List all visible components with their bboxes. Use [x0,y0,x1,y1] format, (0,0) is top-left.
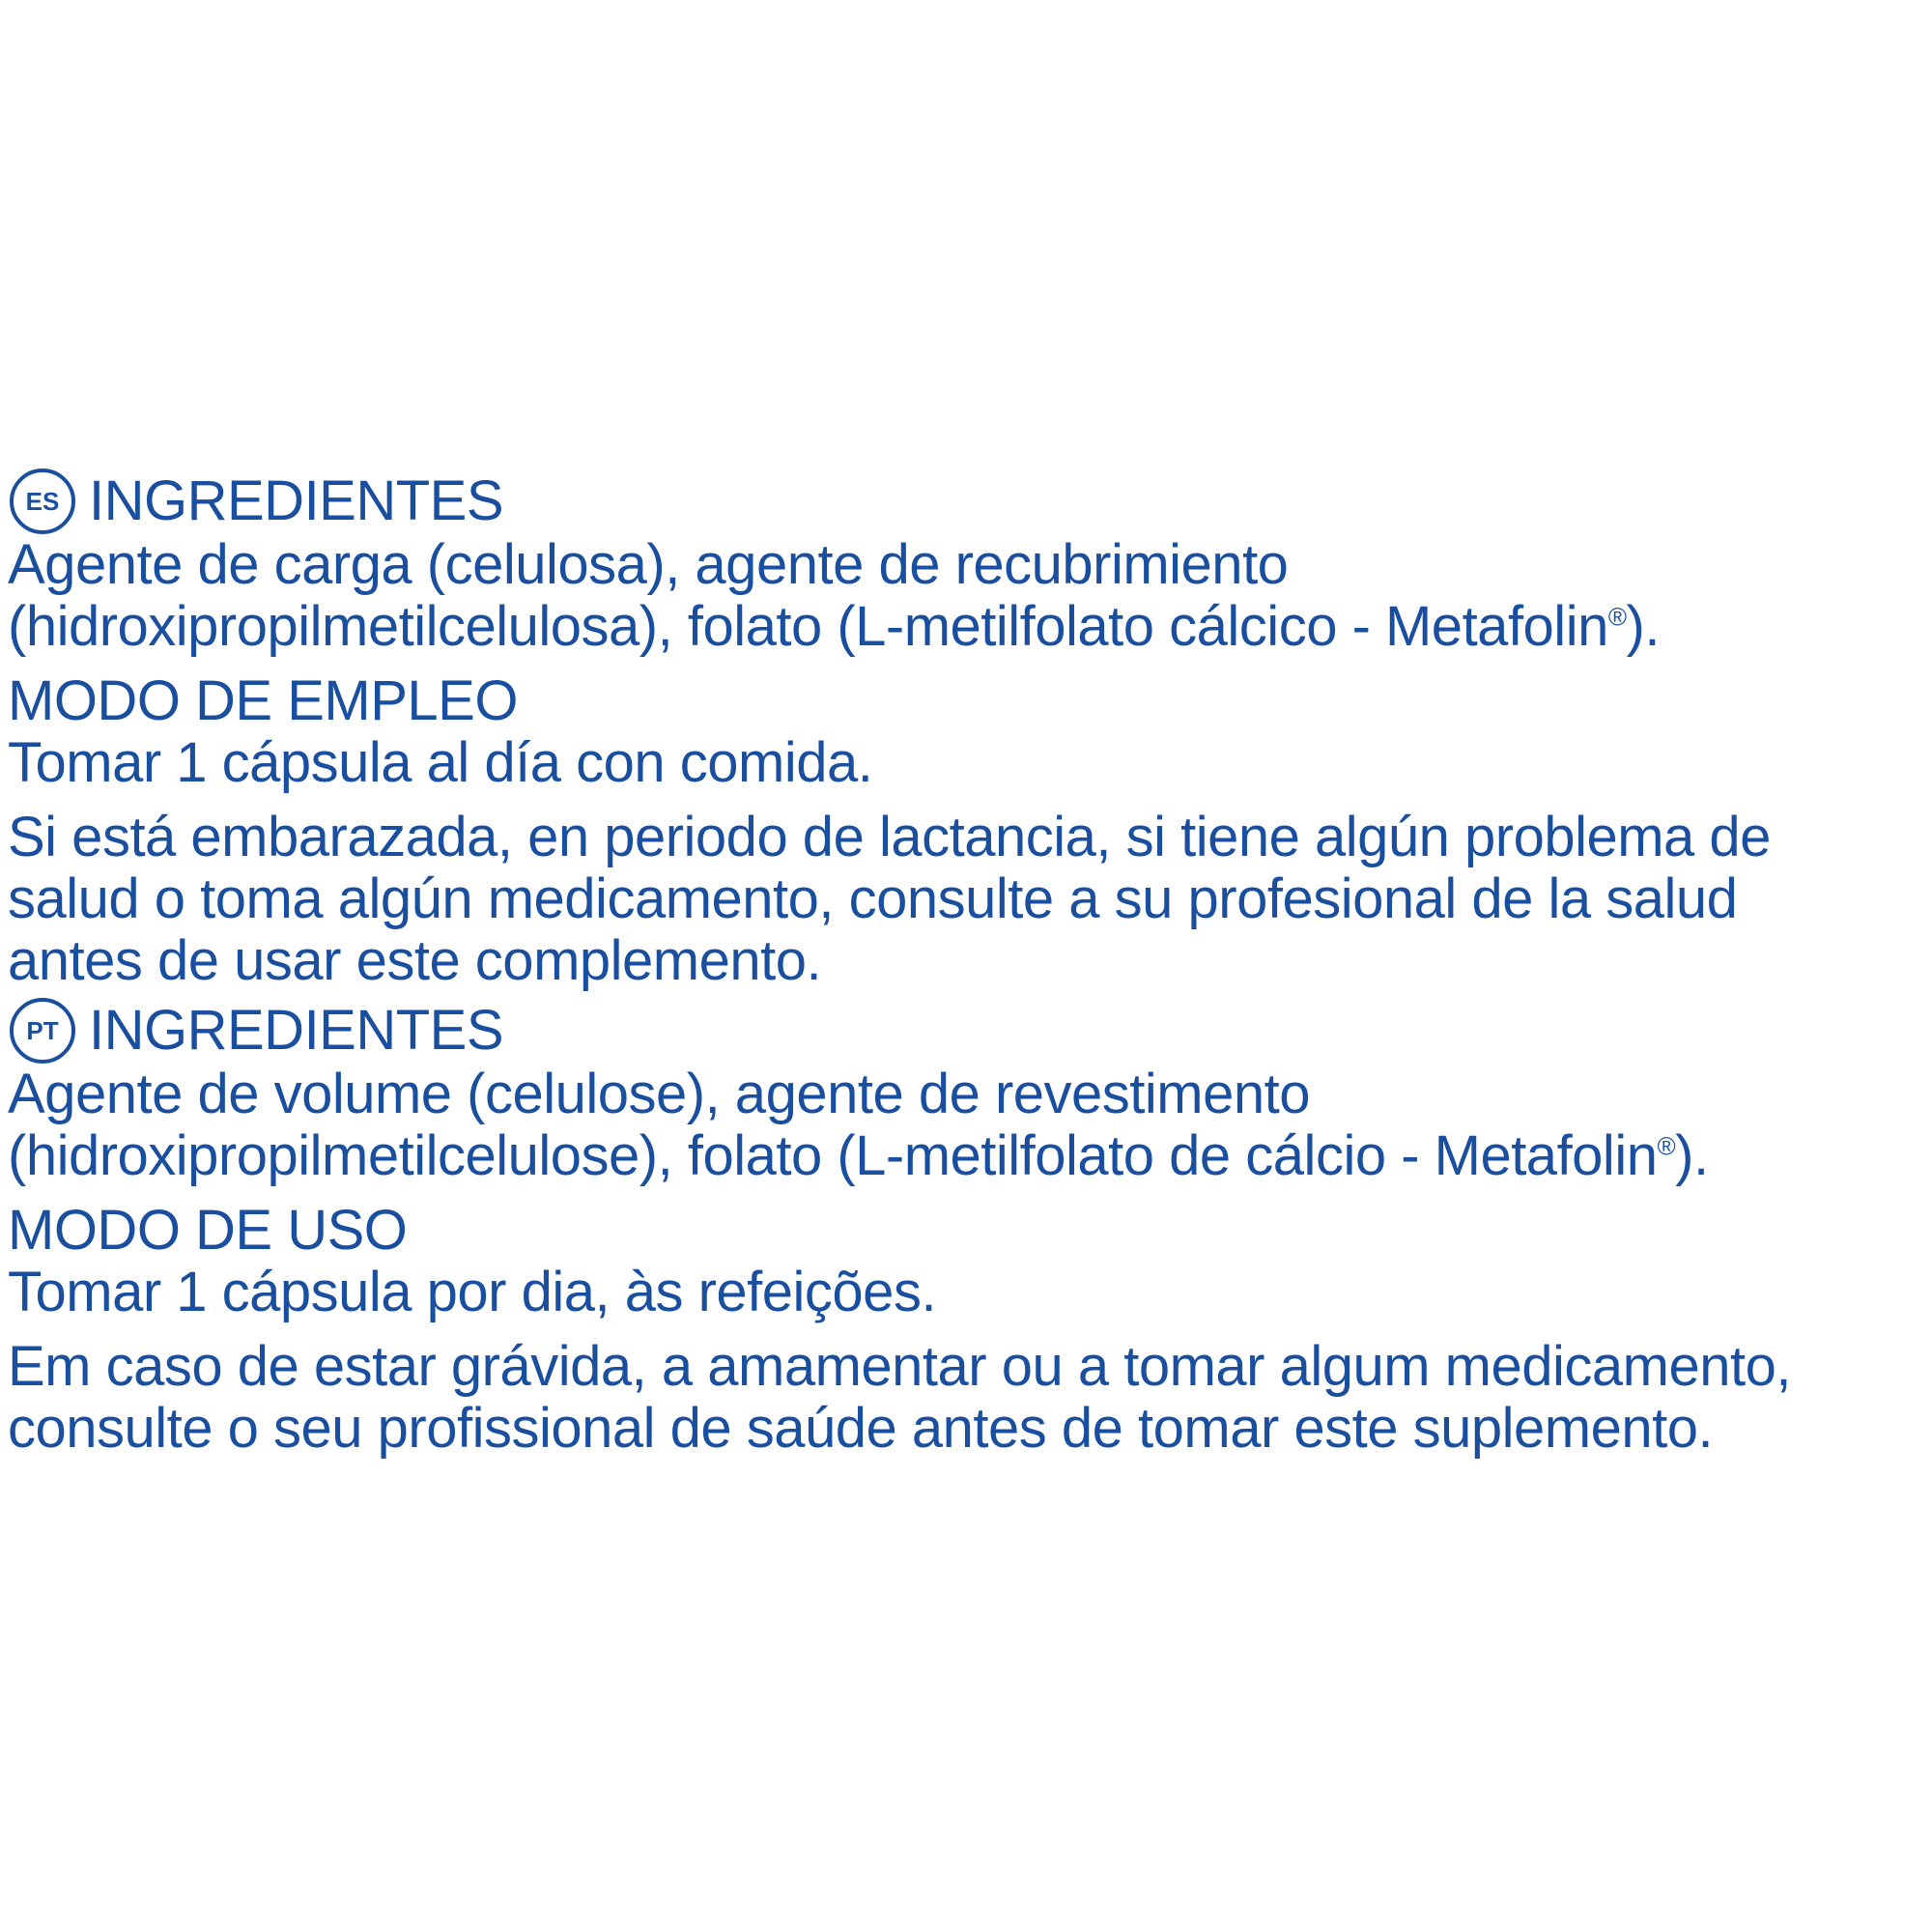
pt-ingredients-heading [8,998,1930,1064]
pt-warning-line-2: consulte o seu profissional de saúde antes de tomar este suplemento. [8,1397,1714,1460]
es-ingredients-title: INGREDIENTES [89,469,504,532]
pt-usage-text: Tomar 1 cápsula por dia, às refeições. [8,1261,937,1323]
pt-ingredients-title: INGREDIENTES [89,999,504,1062]
section-es [8,469,1930,992]
es-warning-line-3: antes de usar este complemento. [8,929,822,992]
es-warning-line-1: Si está embarazada, en periodo de lactancia, si tiene algún problema de [8,806,1771,868]
pt-language-badge-icon: PT [10,998,75,1064]
es-ingredients-heading [8,469,1930,534]
pt-usage-heading: MODO DE USO [8,1199,408,1262]
es-usage-text: Tomar 1 cápsula al día con comida. [8,731,873,794]
pt-ingredients-line-1: Agente de volume (celulose), agente de revestimento [8,1063,1310,1125]
es-ingredients-line-1: Agente de carga (celulosa), agente de recubrimiento [8,533,1289,596]
es-language-badge-icon: ES [10,469,75,534]
pt-warning-line-1: Em caso de estar grávida, a amamentar ou a tomar algum medicamento, [8,1335,1791,1398]
registered-mark: ® [1657,1131,1676,1161]
section-pt [8,998,1930,1460]
registered-mark: ® [1607,602,1627,632]
es-usage-heading: MODO DE EMPLEO [8,669,518,732]
es-ingredients-line-2: (hidroxipropilmetilcelulosa), folato (L-metilfolato cálcico - Metafolin®). [8,595,1660,658]
pt-ingredients-line-2: (hidroxipropilmetilcelulose), folato (L-metilfolato de cálcio - Metafolin®). [8,1124,1709,1187]
es-warning-line-2: salud o toma algún medicamento, consulte a su profesional de la salud [8,867,1738,930]
product-label-text [8,469,1930,1460]
